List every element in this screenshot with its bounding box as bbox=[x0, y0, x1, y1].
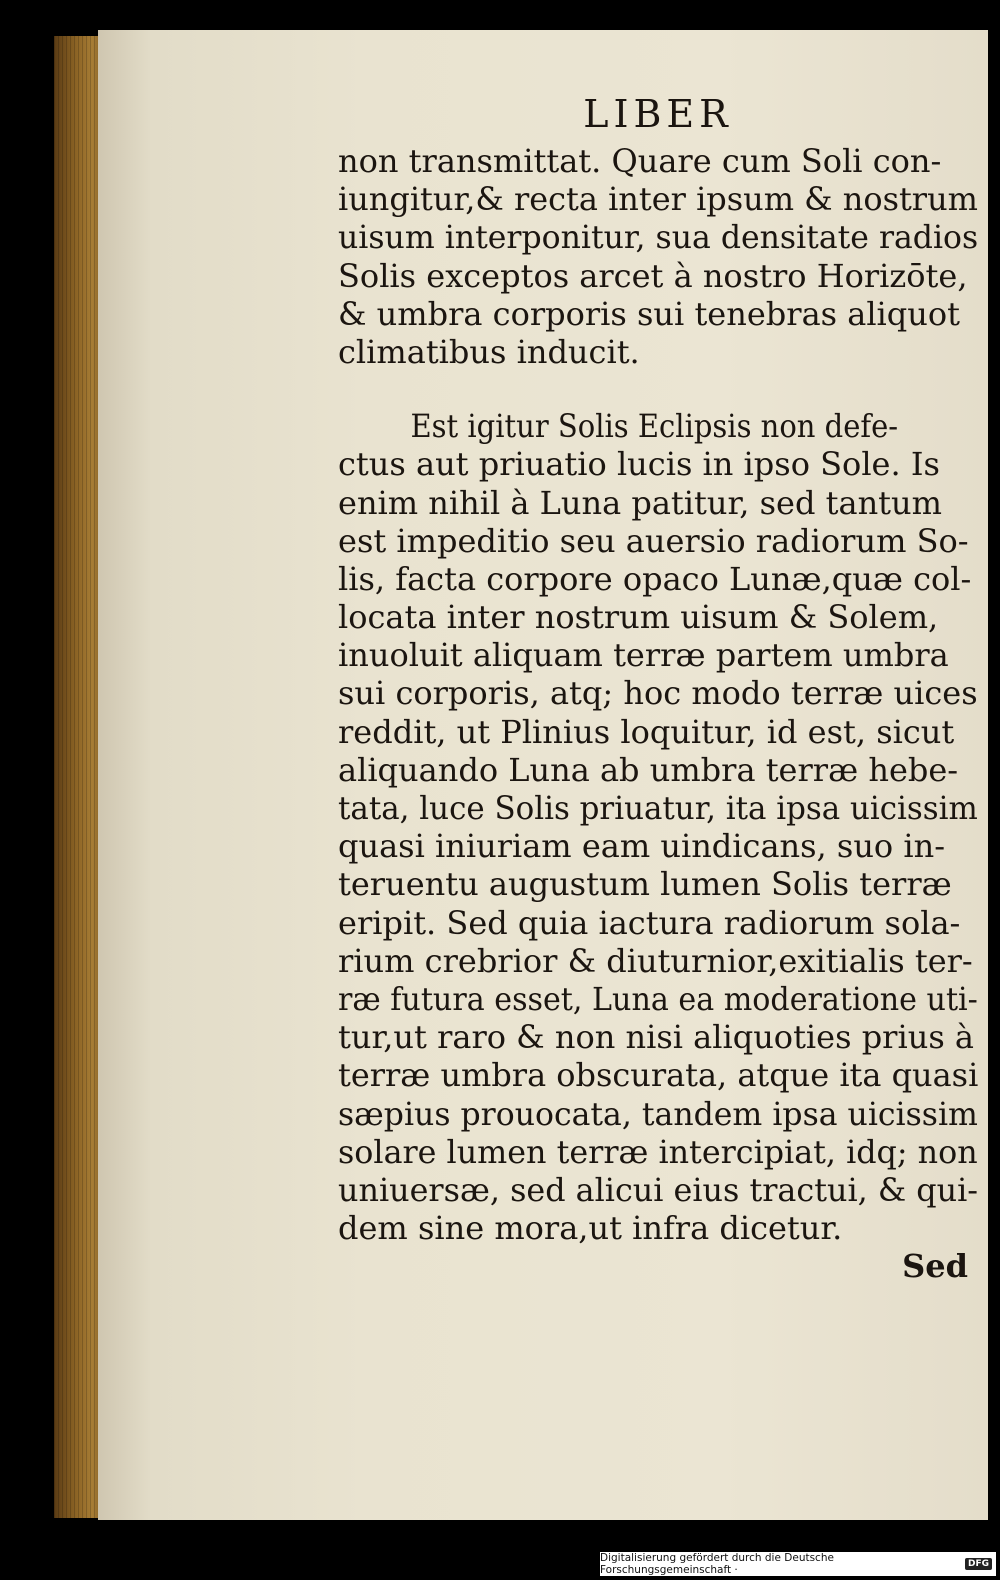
text-line: non transmittat. Quare cum Soli con- bbox=[338, 142, 942, 180]
text-line: solare lumen terræ intercipiat, idq; non bbox=[338, 1132, 978, 1171]
text-line: Solis exceptos arcet à nostro Horizōte, bbox=[338, 256, 968, 295]
text-line: locata inter nostrum uisum & Solem, bbox=[338, 598, 939, 637]
digitization-footer bbox=[600, 1552, 996, 1576]
text-line: iungitur,& recta inter ipsum & nostrum bbox=[338, 180, 978, 219]
text-line: uniuersæ, sed alicui eius tractui, & qui- bbox=[338, 1170, 979, 1209]
text-line: enim nihil à Luna patitur, sed tantum bbox=[338, 483, 942, 522]
dfg-logo-icon: DFG bbox=[965, 1558, 992, 1570]
text-line: tur,ut raro & non nisi aliquoties prius à bbox=[338, 1018, 974, 1057]
book-page bbox=[98, 30, 988, 1520]
text-line: reddit, ut Plinius loquitur, id est, sicut bbox=[338, 712, 955, 751]
text-block bbox=[338, 86, 978, 1285]
text-line: climatibus inducit. bbox=[338, 332, 640, 371]
running-head: LIBER bbox=[583, 92, 733, 136]
paragraph-2 bbox=[338, 407, 978, 1247]
text-line: & umbra corporis sui tenebras aliquot bbox=[338, 294, 960, 333]
text-line: aliquando Luna ab umbra terræ hebe- bbox=[338, 750, 959, 789]
text-line: terræ umbra obscurata, atque ita quasi bbox=[338, 1056, 979, 1095]
text-line: tata, luce Solis priuatur, ita ipsa uicissim bbox=[338, 789, 978, 827]
catchword: Sed bbox=[902, 1247, 968, 1286]
text-line: quasi iniuriam eam uindicans, suo in- bbox=[338, 827, 946, 866]
text-line: rium crebrior & diuturnior,exitialis ter- bbox=[338, 941, 973, 980]
text-line: sui corporis, atq; hoc modo terræ uices bbox=[338, 674, 978, 713]
text-line: teruentu augustum lumen Solis terræ bbox=[338, 865, 952, 904]
text-line: dem sine mora,ut infra dicetur. bbox=[338, 1209, 843, 1248]
text-line: ctus aut priuatio lucis in ipso Sole. Is bbox=[338, 445, 940, 484]
text-line: inuoluit aliquam terræ partem umbra bbox=[338, 636, 949, 675]
paragraph-gap bbox=[338, 371, 978, 407]
text-line: eripit. Sed quia iactura radiorum sola- bbox=[338, 903, 961, 942]
text-line: Est igitur Solis Eclipsis non defe- bbox=[410, 407, 899, 446]
footer-text: Digitalisierung gefördert durch die Deutsche Forschungsgemeinschaft · bbox=[600, 1552, 834, 1576]
text-line: ræ futura esset, Luna ea moderatione uti- bbox=[338, 979, 978, 1018]
text-line: lis, facta corpore opaco Lunæ,quæ col- bbox=[338, 559, 972, 598]
text-line: uisum interponitur, sua densitate radios bbox=[338, 218, 979, 257]
paragraph-1 bbox=[338, 142, 978, 371]
text-line: sæpius prouocata, tandem ipsa uicissim bbox=[338, 1094, 978, 1133]
text-line: est impeditio seu auersio radiorum So- bbox=[338, 521, 969, 560]
